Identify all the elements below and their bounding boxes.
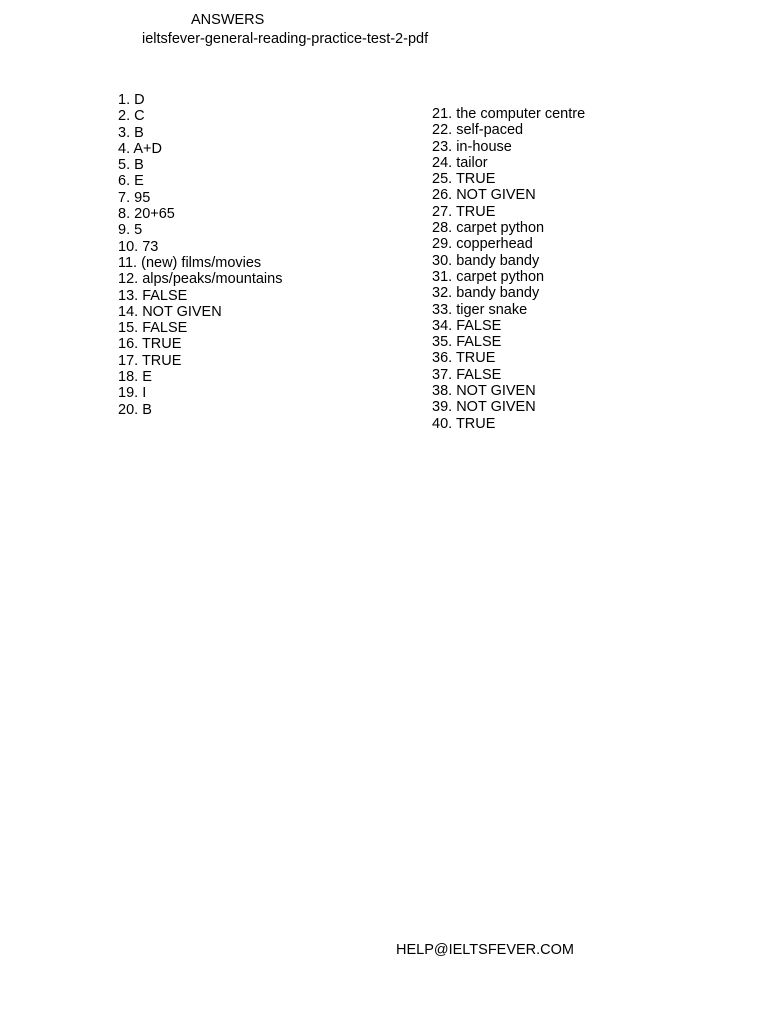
answer-text: I — [142, 385, 147, 402]
answer-number: 8. — [118, 206, 131, 223]
answer-number: 7. — [118, 189, 131, 206]
answer-item — [432, 350, 585, 366]
answer-item — [432, 122, 585, 138]
answer-item — [432, 139, 585, 155]
answer-item — [432, 236, 585, 252]
answer-item — [118, 369, 282, 385]
answer-text: bandy bandy — [456, 285, 540, 302]
answer-number: 12. — [118, 271, 139, 288]
answer-text: TRUE — [455, 171, 496, 188]
answer-number: 18. — [118, 369, 139, 386]
answer-item — [432, 269, 585, 285]
answer-text: A+D — [133, 140, 162, 157]
answer-number: 16. — [118, 336, 139, 353]
footer-email: HELP@IELTSFEVER.COM — [396, 942, 575, 958]
answer-item — [118, 190, 282, 206]
answer-number: 27. — [432, 203, 453, 220]
answer-text: E — [134, 173, 144, 190]
answer-number: 30. — [432, 252, 453, 269]
answer-number: 1. — [118, 92, 131, 108]
answer-number: 13. — [118, 287, 139, 304]
answer-text: alps/peaks/mountains — [142, 271, 283, 288]
answer-item — [118, 320, 282, 336]
answer-text: in-house — [456, 138, 512, 155]
answer-number: 29. — [432, 236, 453, 253]
answer-item — [118, 125, 282, 141]
answer-item — [432, 285, 585, 301]
answer-text: TRUE — [455, 350, 496, 367]
answer-number: 32. — [432, 285, 453, 302]
answer-item — [118, 108, 282, 124]
answer-text: TRUE — [455, 203, 496, 220]
answer-item — [118, 222, 282, 238]
answer-number: 33. — [432, 301, 453, 318]
answer-text: B — [134, 157, 144, 174]
answer-number: 15. — [118, 320, 139, 337]
answer-text: FALSE — [142, 287, 188, 304]
answer-item — [118, 271, 282, 287]
answer-number: 35. — [432, 334, 453, 351]
page-subtitle: ieltsfever-general-reading-practice-test-2-pdf — [142, 31, 429, 47]
answer-item — [432, 399, 585, 415]
answer-text: D — [134, 92, 145, 108]
answer-item — [432, 383, 585, 399]
answer-number: 19. — [118, 385, 139, 402]
answers-column-right — [432, 106, 585, 432]
answer-number: 6. — [118, 173, 131, 190]
answer-text: 95 — [134, 189, 151, 206]
answer-text: (new) films/movies — [141, 254, 262, 271]
answer-number: 22. — [432, 122, 453, 139]
answer-text: carpet python — [456, 220, 545, 237]
answer-number: 9. — [118, 222, 131, 239]
answer-number: 3. — [118, 124, 131, 141]
answer-text: 5 — [134, 222, 143, 239]
answer-number: 31. — [432, 268, 453, 285]
answer-text: TRUE — [141, 352, 182, 369]
answer-item — [118, 141, 282, 157]
answer-number: 17. — [118, 352, 139, 369]
answer-number: 34. — [432, 317, 453, 334]
answer-number: 21. — [432, 106, 453, 122]
answer-item — [432, 155, 585, 171]
answer-text: C — [134, 108, 145, 125]
answer-text: FALSE — [456, 317, 502, 334]
answer-item — [432, 220, 585, 236]
answer-item — [432, 187, 585, 203]
answer-item — [432, 416, 585, 432]
answer-number: 38. — [432, 383, 453, 400]
answer-number: 24. — [432, 154, 453, 171]
answer-text: carpet python — [456, 268, 545, 285]
answer-item — [432, 302, 585, 318]
answer-number: 39. — [432, 399, 453, 416]
answer-text: NOT GIVEN — [456, 187, 536, 204]
answer-item — [118, 239, 282, 255]
answer-text: B — [142, 401, 152, 418]
answer-number: 26. — [432, 187, 453, 204]
answer-text: FALSE — [142, 320, 188, 337]
answer-item — [432, 106, 585, 122]
answer-item — [118, 385, 282, 401]
answer-number: 23. — [432, 138, 453, 155]
answer-number: 5. — [118, 157, 131, 174]
answer-number: 4. — [118, 140, 131, 157]
answer-item — [432, 204, 585, 220]
answer-text: NOT GIVEN — [142, 303, 222, 320]
answer-item — [118, 288, 282, 304]
answer-text: 20+65 — [134, 206, 175, 223]
answer-number: 20. — [118, 401, 139, 418]
answer-number: 2. — [118, 108, 131, 125]
answer-text: TRUE — [455, 415, 496, 432]
answer-item — [118, 336, 282, 352]
answer-item — [118, 92, 282, 108]
answer-item — [432, 334, 585, 350]
answers-column-left — [118, 92, 282, 418]
answer-text: TRUE — [141, 336, 182, 353]
answer-number: 25. — [432, 171, 453, 188]
answer-item — [118, 304, 282, 320]
answer-text: FALSE — [456, 334, 502, 351]
answer-text: tailor — [456, 154, 488, 171]
answer-item — [118, 173, 282, 189]
answer-text: bandy bandy — [456, 252, 540, 269]
answer-text: NOT GIVEN — [456, 399, 536, 416]
answer-text: 73 — [142, 238, 159, 255]
answer-item — [432, 253, 585, 269]
answer-number: 11. — [118, 254, 138, 271]
answer-item — [118, 157, 282, 173]
answer-item — [432, 318, 585, 334]
answer-number: 36. — [432, 350, 453, 367]
answer-item — [432, 367, 585, 383]
answer-item — [118, 255, 282, 271]
page-title: ANSWERS — [191, 12, 265, 28]
answer-item — [118, 402, 282, 418]
answer-text: NOT GIVEN — [456, 383, 536, 400]
answer-text: FALSE — [456, 366, 502, 383]
answer-item — [432, 171, 585, 187]
answer-text: the computer centre — [456, 106, 586, 122]
answer-number: 14. — [118, 303, 139, 320]
answer-text: copperhead — [456, 236, 533, 253]
answer-item — [118, 206, 282, 222]
answer-number: 40. — [432, 415, 453, 432]
answer-number: 10. — [118, 238, 139, 255]
answer-text: self-paced — [456, 122, 524, 139]
answer-item — [118, 353, 282, 369]
answer-text: B — [134, 124, 144, 141]
answer-number: 28. — [432, 220, 453, 237]
answer-number: 37. — [432, 366, 453, 383]
answer-text: E — [142, 369, 152, 386]
answer-text: tiger snake — [456, 301, 528, 318]
